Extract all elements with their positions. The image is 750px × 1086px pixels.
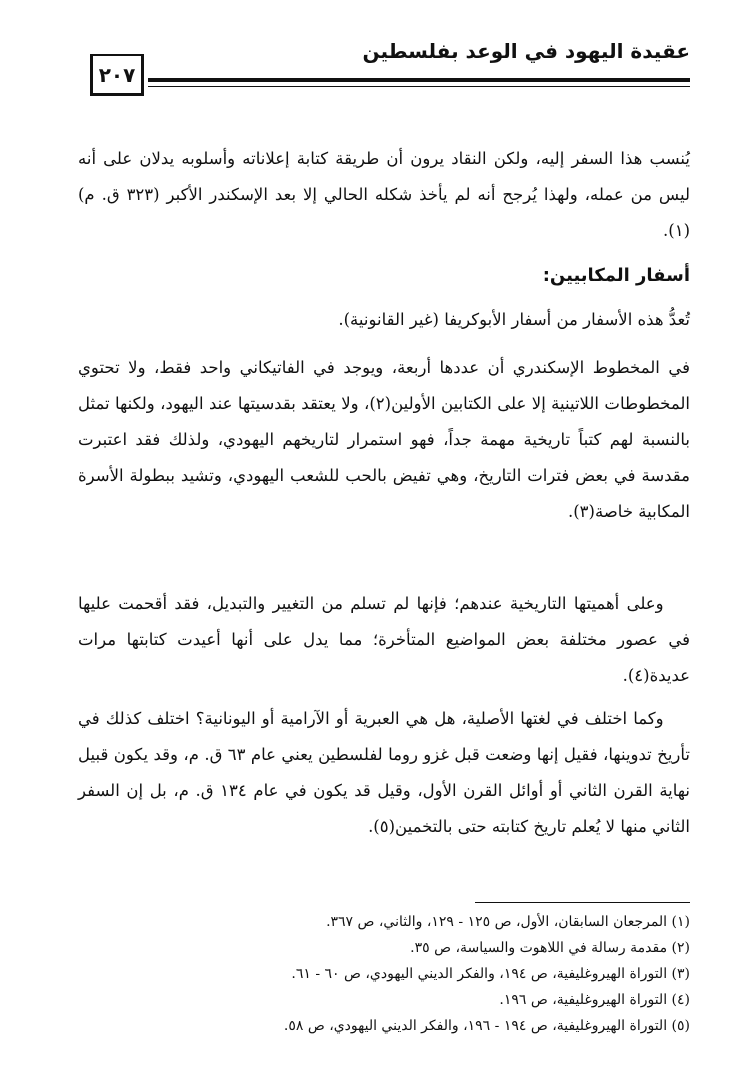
- running-header-title: عقيدة اليهود في الوعد بفلسطين: [362, 39, 690, 63]
- paragraph-1: [78, 141, 690, 249]
- paragraph-3: [78, 350, 690, 530]
- footnote-4: (٤) التوراة الهيروغليفية، ص ١٩٦.: [499, 992, 690, 1008]
- paragraph-2-text: تُعدُّ هذه الأسفار من أسفار الأبوكريفا (غير القانونية).: [338, 310, 690, 329]
- footnote-separator: [475, 902, 690, 903]
- paragraph-5: [78, 701, 690, 845]
- footnote-2: (٢) مقدمة رسالة في اللاهوت والسياسة، ص ٣٥.: [410, 940, 690, 956]
- header-rule-thin: [148, 86, 690, 87]
- footnote-5: (٥) التوراة الهيروغليفية، ص ١٩٤ - ١٩٦، والفكر الديني اليهودي، ص ٥٨.: [283, 1018, 690, 1034]
- paragraph-3-text: في المخطوط الإسكندري أن عددها أربعة، ويوجد في الفاتيكاني واحد فقط، ولا تحتوي المخطوطات اللاتينية إلا على الكتابين الأولين(٢)، ولا يعتقد بقدسيتها عند اليهود، ولكنها تمثل بالنسبة لهم كتباً تاريخية مهمة جداً، فهو استمرار لتاريخهم اليهودي، ولذلك فقد اعتبرت مقدسة في بعض فترات التاريخ، وهي تفيض بالحب للشعب اليهودي، وتشيد ببطولة الأسرة المكابية خاصة(٣).: [78, 358, 690, 521]
- paragraph-4-text: وعلى أهميتها التاريخية عندهم؛ فإنها لم تسلم من التغيير والتبديل، فقد أقحمت عليها في عصور مختلفة بعض المواضيع المتأخرة؛ مما يدل على أنها أعيدت كتابتها مرات عديدة(٤).: [78, 594, 690, 685]
- paragraph-1-text: يُنسب هذا السفر إليه، ولكن النقاد يرون أن طريقة كتابة إعلاناته وأسلوبه يدلان على أنه ليس من عمله، ولهذا يُرجح أنه لم يأخذ شكله الحالي إلا بعد الإسكندر الأكبر (٣٢٣ ق. م)(١).: [78, 149, 690, 240]
- page-number-box: [90, 54, 144, 96]
- paragraph-2: [78, 302, 690, 338]
- section-heading: أسفار المكابيين:: [542, 265, 690, 286]
- paragraph-5-text: وكما اختلف في لغتها الأصلية، هل هي العبرية أو الآرامية أو اليونانية؟ اختلف كذلك في تأريخ تدوينها، فقيل إنها وضعت قبل غزو روما لفلسطين يعني عام ٦٣ ق. م، وقد يكون قبيل نهاية القرن الثاني أو أوائل القرن الأول، وقيل قد يكون في عام ١٣٤ ق. م، بل إن السفر الثاني منها لا يُعلم تاريخ كتابته حتى بالتخمين(٥).: [78, 709, 690, 836]
- page-number: ٢٠٧: [98, 62, 136, 87]
- paragraph-4: [78, 586, 690, 694]
- footnote-1: (١) المرجعان السابقان، الأول، ص ١٢٥ - ١٢٩، والثاني، ص ٣٦٧.: [326, 914, 690, 930]
- header-rule-thick: [148, 78, 690, 82]
- footnotes: [78, 909, 690, 1039]
- footnote-3: (٣) التوراة الهيروغليفية، ص ١٩٤، والفكر الديني اليهودي، ص ٦٠ - ٦١.: [291, 966, 690, 982]
